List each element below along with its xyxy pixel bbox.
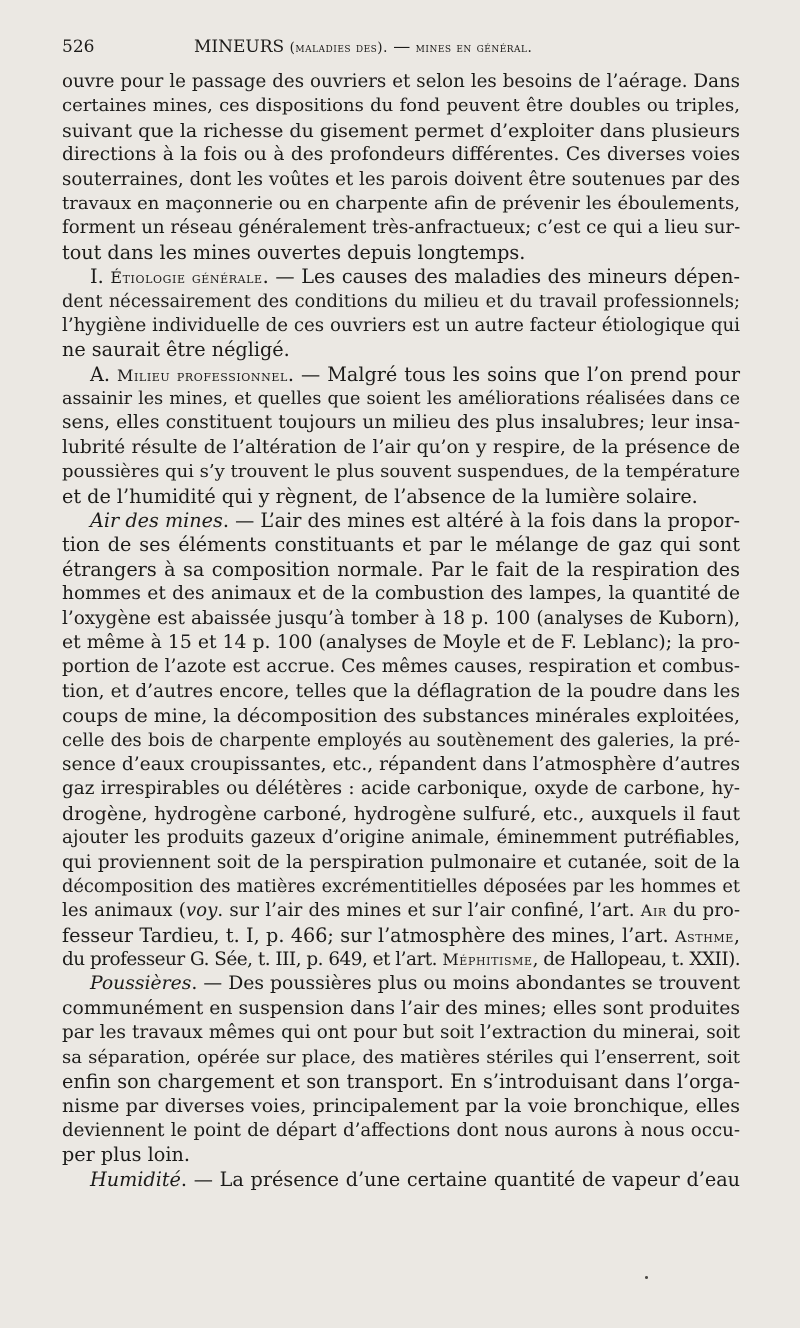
text-line: [62, 802, 740, 826]
line-segment: hommes et des animaux et de la combustion des lampes, la quantité de: [62, 583, 740, 605]
text-line: [62, 216, 740, 240]
text-line: [62, 119, 740, 143]
subsection-title-humidite: Humidité: [90, 1167, 181, 1191]
line-segment: ne saurait être négligé.: [62, 338, 290, 362]
line-segment: par les travaux mêmes qui ont pour but soit l’extraction du minerai, soit: [62, 1022, 740, 1044]
text-line: [62, 777, 740, 801]
line-segment: directions à la fois ou à des profondeurs différentes. Ces diverses voies: [62, 144, 740, 166]
line-segment: , de Hallopeau, t. XXII).: [532, 949, 741, 971]
text-line: [62, 1070, 740, 1094]
line-segment: per plus loin.: [62, 1143, 190, 1167]
text-line: [62, 948, 740, 972]
body-text: [62, 70, 740, 1192]
section-title-etiologie: Étiologie générale: [110, 268, 263, 288]
line-segment: nisme par diverses voies, principalement par la voie bronchique, elles: [62, 1095, 740, 1118]
text-line: [62, 1094, 740, 1118]
line-segment: enfin son chargement et son transport. En s’introduisant dans l’orga-: [62, 1070, 740, 1094]
page-number: 526: [62, 37, 95, 57]
text-line: [62, 826, 740, 850]
text-line: [62, 241, 740, 265]
running-title-subtitle: (maladies des).: [289, 40, 388, 56]
running-title-main: MINEURS: [194, 37, 285, 57]
line-segment: ajouter les produits gazeux d’origine animale, éminemment putréfiables,: [62, 827, 740, 849]
line-segment: l’oxygène est abaissée jusqu’à tomber à 18 p. 100 (analyses de Kuborn),: [62, 607, 740, 629]
subsection-heading-line: [62, 1168, 740, 1192]
line-segment: du professeur G. Sée, t. III, p. 649, et l’art.: [62, 949, 443, 971]
text-line: [62, 704, 740, 728]
text-line: [62, 192, 740, 216]
voy-reference: voy: [185, 900, 218, 922]
text-line: [62, 582, 740, 606]
section-heading-line: [62, 363, 740, 387]
line-segment: et de l’humidité qui y règnent, de l’absence de la lumière solaire.: [62, 484, 698, 508]
line-segment: . — Les causes des maladies des mineurs dépen-: [262, 265, 740, 289]
article-ref-mephitisme: Méphitisme: [442, 950, 533, 970]
line-segment: suivant que la richesse du gisement permet d’exploiter dans plusieurs: [62, 119, 740, 142]
line-segment: . sur l’air des mines et sur l’air confiné, l’art.: [217, 900, 641, 922]
line-segment: portion de l’azote est accrue. Ces mêmes causes, respiration et combus-: [62, 656, 740, 678]
line-segment: tion de ses éléments constituants et par le mélange de gaz qui sont: [62, 533, 740, 557]
line-segment: drogène, hydrogène carboné, hydrogène sulfuré, etc., auxquels il faut: [62, 802, 740, 825]
text-line: [62, 1143, 740, 1167]
text-line: [62, 436, 740, 460]
section-heading-line: [62, 265, 740, 289]
line-segment: fesseur Tardieu, t. I, p. 466; sur l’atmosphère des mines, l’art.: [62, 923, 675, 947]
article-ref-air: Air: [640, 901, 667, 921]
line-segment: travaux en maçonnerie ou en charpente afin de prévenir les éboulements,: [62, 192, 740, 214]
running-title: [194, 34, 532, 61]
text-line: [62, 924, 740, 948]
text-line: [62, 607, 740, 631]
text-line: [62, 533, 740, 557]
line-segment: poussières qui s’y trouvent le plus souvent suspendues, de la température: [62, 461, 741, 483]
subsection-title-poussieres: Poussières: [90, 973, 192, 995]
line-segment: l’hygiène individuelle de ces ouvriers est un autre facteur étiologique qui: [62, 314, 740, 336]
paper-speck: [645, 1276, 648, 1279]
text-line: [62, 485, 740, 509]
line-segment: forment un réseau généralement très-anfractueux; c’est ce qui a lieu sur-: [62, 217, 741, 239]
line-segment: sence d’eaux croupissantes, etc., répandent dans l’atmosphère d’autres: [62, 753, 740, 775]
line-segment: dent nécessairement des conditions du milieu et du travail professionnels;: [62, 290, 740, 312]
line-segment: qui proviennent soit de la perspiration pulmonaire et cutanée, soit de la: [62, 851, 740, 873]
line-segment: étrangers à sa composition normale. Par le fait de la respiration des: [62, 557, 740, 581]
line-segment: sens, elles constituent toujours un milieu des plus insalubres; leur insa-: [62, 412, 740, 434]
text-line: [62, 851, 740, 875]
line-segment: assainir les mines, et quelles que soient les améliorations réalisées dans ce: [62, 389, 740, 410]
running-title-dash: —: [393, 37, 411, 57]
subsection-title-air: Air des mines: [90, 509, 223, 533]
text-line: [62, 290, 740, 314]
line-segment: . — La présence d’une certaine quantité de vapeur d’eau: [180, 1167, 740, 1191]
text-line: [62, 875, 740, 899]
subsection-heading-line: [62, 972, 740, 996]
line-segment: tion, et d’autres encore, telles que la déflagration de la poudre dans les: [62, 680, 740, 702]
text-line: [62, 338, 740, 362]
line-segment: ouvre pour le passage des ouvriers et selon les besoins de l’aérage. Dans: [62, 71, 740, 92]
text-line: [62, 1046, 740, 1070]
text-line: [62, 631, 740, 655]
line-segment: deviennent le point de départ d’affections dont nous aurons à nous occu-: [62, 1119, 740, 1141]
line-segment: gaz irrespirables ou délétères : acide carbonique, oxyde de carbone, hy-: [62, 778, 740, 800]
line-segment: sa séparation, opérée sur place, des matières stériles qui l’enserrent, soit: [62, 1046, 740, 1068]
line-segment: . — Des poussières plus ou moins abondantes se trouvent: [191, 973, 740, 995]
line-segment: les animaux (: [62, 900, 186, 922]
line-segment: ,: [733, 923, 740, 947]
running-title-section: mines en général.: [415, 40, 533, 56]
text-line: [62, 94, 740, 118]
line-segment: décomposition des matières excrémentitielles déposées par les hommes et: [62, 875, 740, 897]
article-ref-asthme: Asthme: [674, 926, 734, 946]
text-line: [62, 1021, 740, 1045]
text-line: [62, 753, 740, 777]
subsection-heading-line: [62, 509, 740, 533]
text-line: [62, 460, 740, 484]
text-line: [62, 314, 740, 338]
text-line: [62, 997, 740, 1021]
text-line: [62, 558, 740, 582]
line-segment: . — L’air des mines est altéré à la fois dans la propor-: [222, 509, 740, 533]
line-segment: tout dans les mines ouvertes depuis longtemps.: [62, 240, 526, 264]
line-segment: souterraines, dont les voûtes et les parois doivent être soutenues par des: [62, 168, 740, 190]
line-segment: du pro-: [666, 900, 740, 922]
line-segment: lubrité résulte de l’altération de l’air qu’on y respire, de la présence de: [62, 436, 740, 458]
line-segment: . — Malgré tous les soins que l’on prend pour: [287, 362, 740, 386]
text-line: [62, 899, 740, 923]
text-line: [62, 411, 740, 435]
text-line: [62, 680, 740, 704]
text-line: [62, 1119, 740, 1143]
text-line: [62, 143, 740, 167]
line-segment: coups de mine, la décomposition des substances minérales exploitées,: [62, 705, 740, 728]
line-segment: et même à 15 et 14 p. 100 (analyses de Moyle et de F. Leblanc); la pro-: [62, 631, 740, 653]
line-segment: I.: [90, 265, 111, 289]
text-line: [62, 387, 740, 411]
running-header: [62, 34, 740, 60]
line-segment: celle des bois de charpente employés au soutènement des galeries, la pré-: [62, 729, 740, 751]
text-line: [62, 655, 740, 679]
line-segment: A.: [90, 362, 117, 386]
line-segment: certaines mines, ces dispositions du fond peuvent être doubles ou triples,: [62, 95, 740, 117]
text-line: [62, 168, 740, 192]
text-line: [62, 729, 740, 753]
line-segment: communément en suspension dans l’air des mines; elles sont produites: [62, 997, 740, 1019]
section-title-milieu: Milieu professionnel: [117, 365, 288, 385]
text-line: [62, 70, 740, 94]
